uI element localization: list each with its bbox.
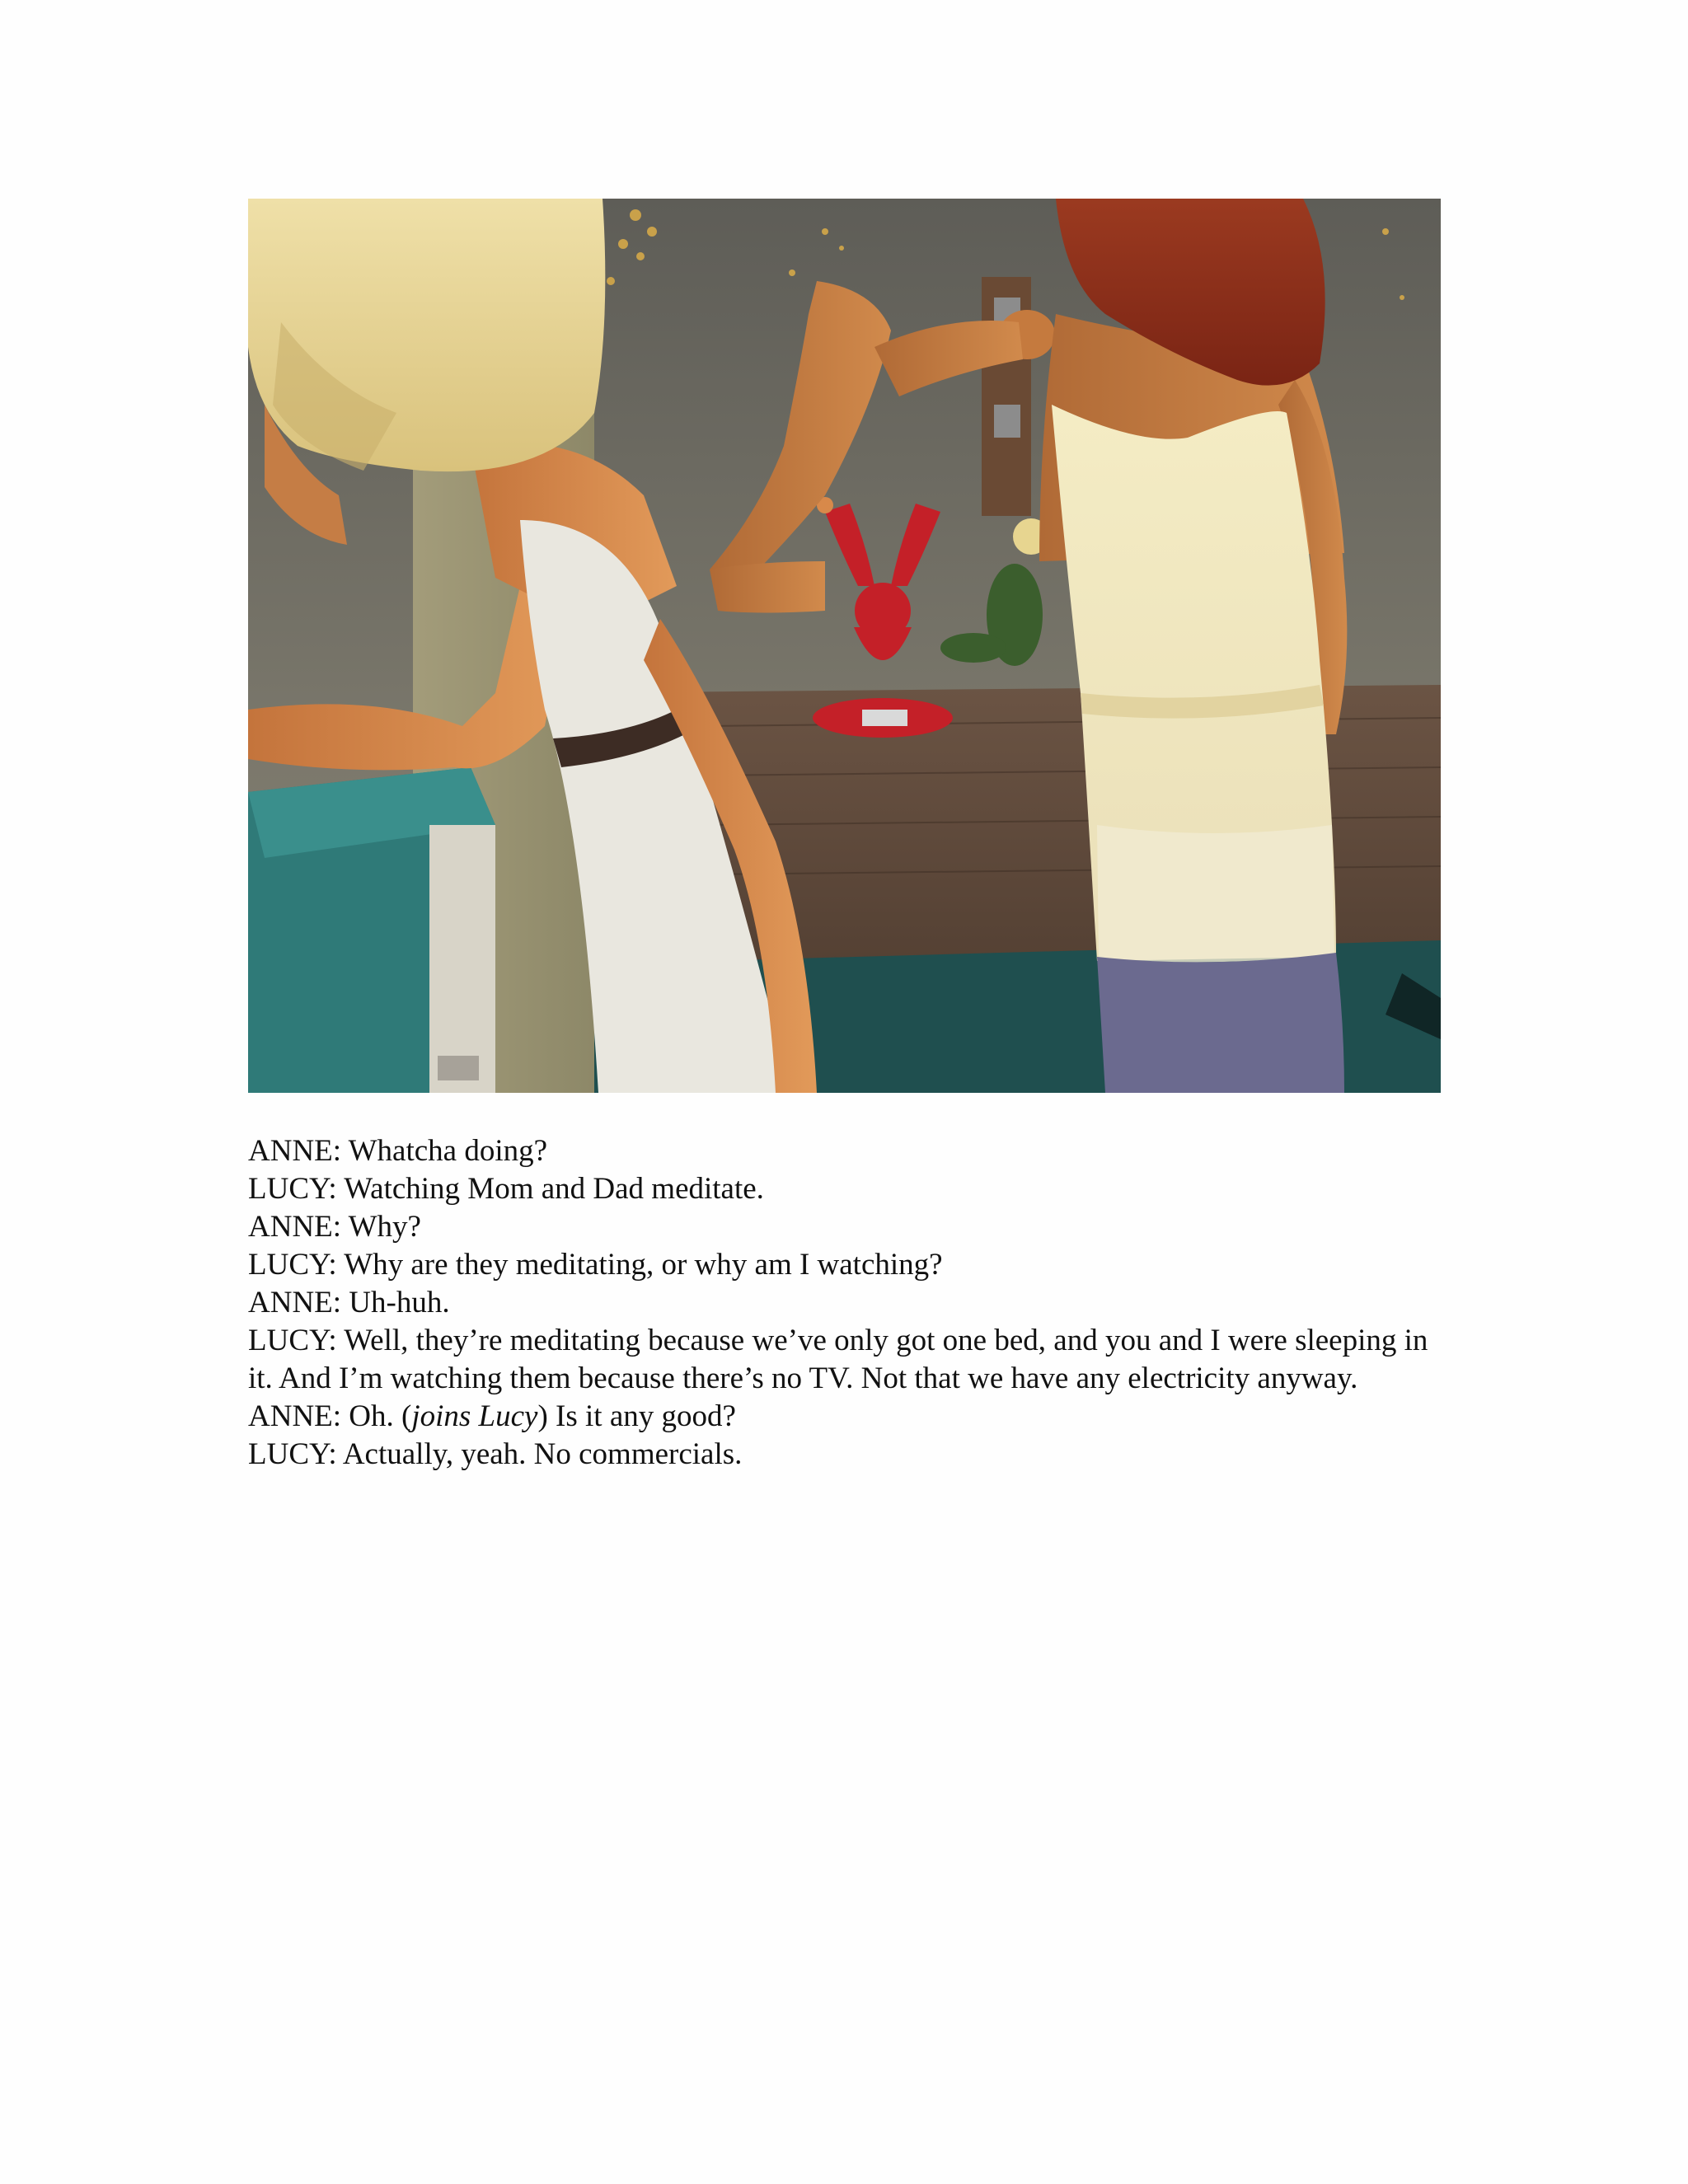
- dialogue-text: Well, they’re meditating because we’ve only got one bed, and you and I were sleeping in it. And I’m watching them because there’s no TV. Not that we have any electricity anyway.: [248, 1324, 1428, 1395]
- dialogue-text: Uh-huh.: [341, 1286, 450, 1319]
- speaker-name: ANNE:: [248, 1210, 342, 1244]
- dialogue-line: [248, 1284, 1443, 1322]
- dialogue-text: ) Is it any good?: [537, 1399, 736, 1433]
- dialogue-line: [248, 1170, 1443, 1208]
- speaker-name: LUCY:: [248, 1248, 337, 1282]
- scene-image: [248, 199, 1441, 1093]
- speaker-name: LUCY:: [248, 1324, 337, 1357]
- speaker-name: LUCY:: [248, 1172, 337, 1206]
- dialogue-block: [248, 1132, 1443, 1474]
- dialogue-line: [248, 1208, 1443, 1246]
- dialogue-text: Why?: [341, 1210, 421, 1244]
- dialogue-text: Whatcha doing?: [341, 1134, 548, 1168]
- speaker-name: ANNE:: [248, 1399, 342, 1433]
- speaker-name: ANNE:: [248, 1286, 342, 1319]
- dialogue-line: [248, 1322, 1443, 1398]
- dialogue-text: Actually, yeah. No commercials.: [336, 1437, 743, 1471]
- dialogue-text: Oh. (: [341, 1399, 412, 1433]
- dialogue-line: [248, 1436, 1443, 1474]
- stage-direction: joins Lucy: [411, 1399, 538, 1433]
- speaker-name: ANNE:: [248, 1134, 342, 1168]
- dialogue-text: Why are they meditating, or why am I watching?: [336, 1248, 943, 1282]
- dialogue-line: [248, 1246, 1443, 1284]
- dialogue-line: [248, 1132, 1443, 1170]
- dialogue-text: Watching Mom and Dad meditate.: [336, 1172, 764, 1206]
- dialogue-line: [248, 1398, 1443, 1436]
- sims-scene-illustration: [248, 199, 1441, 1093]
- speaker-name: LUCY:: [248, 1437, 337, 1471]
